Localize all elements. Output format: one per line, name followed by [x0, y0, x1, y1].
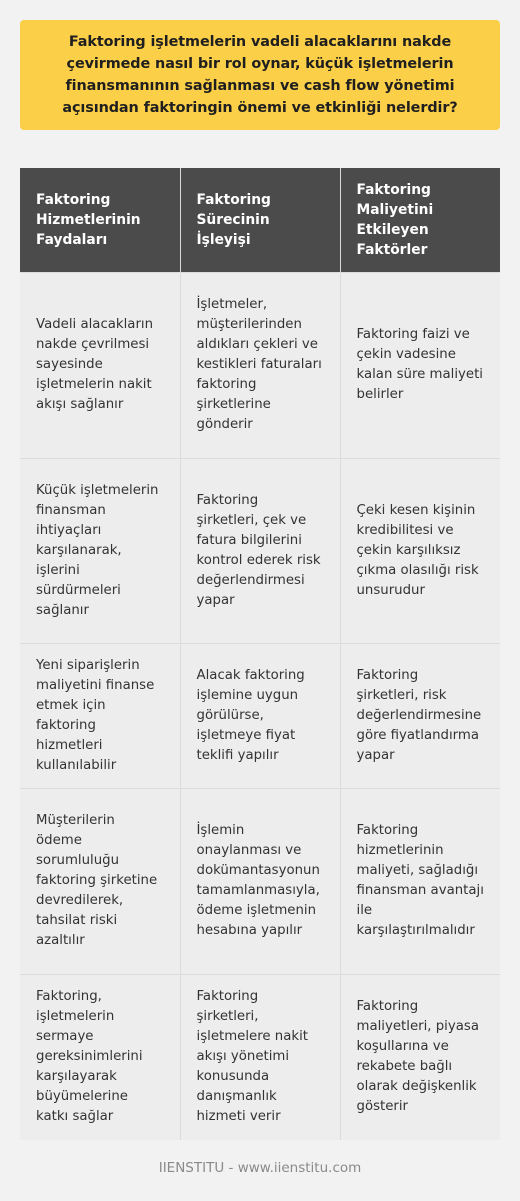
- footer-credit: IIENSTITU - www.iienstitu.com: [158, 1160, 362, 1176]
- table-row: [20, 272, 500, 458]
- table-row: [20, 974, 500, 1140]
- table-cell: Faktoring, işletmelerin sermaye gereksinimlerini karşılayarak büyümelerine katkı sağlar: [20, 974, 180, 1140]
- table-cell: Faktoring şirketleri, risk değerlendirmesine göre fiyatlandırma yapar: [340, 643, 500, 788]
- title-banner: [20, 20, 500, 130]
- table-row: [20, 458, 500, 643]
- column-header-process: Faktoring Sürecinin İşleyişi: [180, 168, 340, 272]
- table-header-row: [20, 168, 500, 272]
- table-cell: Çeki kesen kişinin kredibilitesi ve çekin karşılıksız çıkma olasılığı risk unsurudur: [340, 458, 500, 643]
- table-cell: Faktoring faizi ve çekin vadesine kalan süre maliyeti belirler: [340, 272, 500, 458]
- table-cell: Faktoring şirketleri, çek ve fatura bilgilerini kontrol ederek risk değerlendirmesi yapar: [180, 458, 340, 643]
- table-cell: Müşterilerin ödeme sorumluluğu faktoring şirketine devredilerek, tahsilat riski azaltılır: [20, 788, 180, 974]
- column-header-cost-factors: Faktoring Maliyetini Etkileyen Faktörler: [340, 168, 500, 272]
- table-cell: Vadeli alacakların nakde çevrilmesi sayesinde işletmelerin nakit akışı sağlanır: [20, 272, 180, 458]
- table-cell: İşlemin onaylanması ve dokümantasyonun tamamlanmasıyla, ödeme işletmenin hesabına yapılır: [180, 788, 340, 974]
- table-cell: Faktoring şirketleri, işletmelere nakit akışı yönetimi konusunda danışmanlık hizmeti verir: [180, 974, 340, 1140]
- table-row: [20, 788, 500, 974]
- factoring-table: [20, 168, 500, 1140]
- table-row: [20, 643, 500, 788]
- table-cell: İşletmeler, müşterilerinden aldıkları çekleri ve kestikleri faturaları faktoring şirketlerine gönderir: [180, 272, 340, 458]
- table-cell: Faktoring hizmetlerinin maliyeti, sağladığı finansman avantajı ile karşılaştırılmalıdır: [340, 788, 500, 974]
- table-cell: Küçük işletmelerin finansman ihtiyaçları karşılanarak, işlerini sürdürmeleri sağlanır: [20, 458, 180, 643]
- table-cell: Alacak faktoring işlemine uygun görülürse, işletmeye fiyat teklifi yapılır: [180, 643, 340, 788]
- table-cell: Faktoring maliyetleri, piyasa koşullarına ve rekabete bağlı olarak değişkenlik gösterir: [340, 974, 500, 1140]
- page-title: Faktoring işletmelerin vadeli alacaklarını nakde çevirmede nasıl bir rol oynar, küçük işletmelerin finansmanının sağlanması ve cash flow yönetimi açısından faktoringin önemi ve etkinliği nelerdir?: [62, 34, 458, 116]
- table-cell: Yeni siparişlerin maliyetini finanse etmek için faktoring hizmetleri kullanılabilir: [20, 643, 180, 788]
- column-header-benefits: Faktoring Hizmetlerinin Faydaları: [20, 168, 180, 272]
